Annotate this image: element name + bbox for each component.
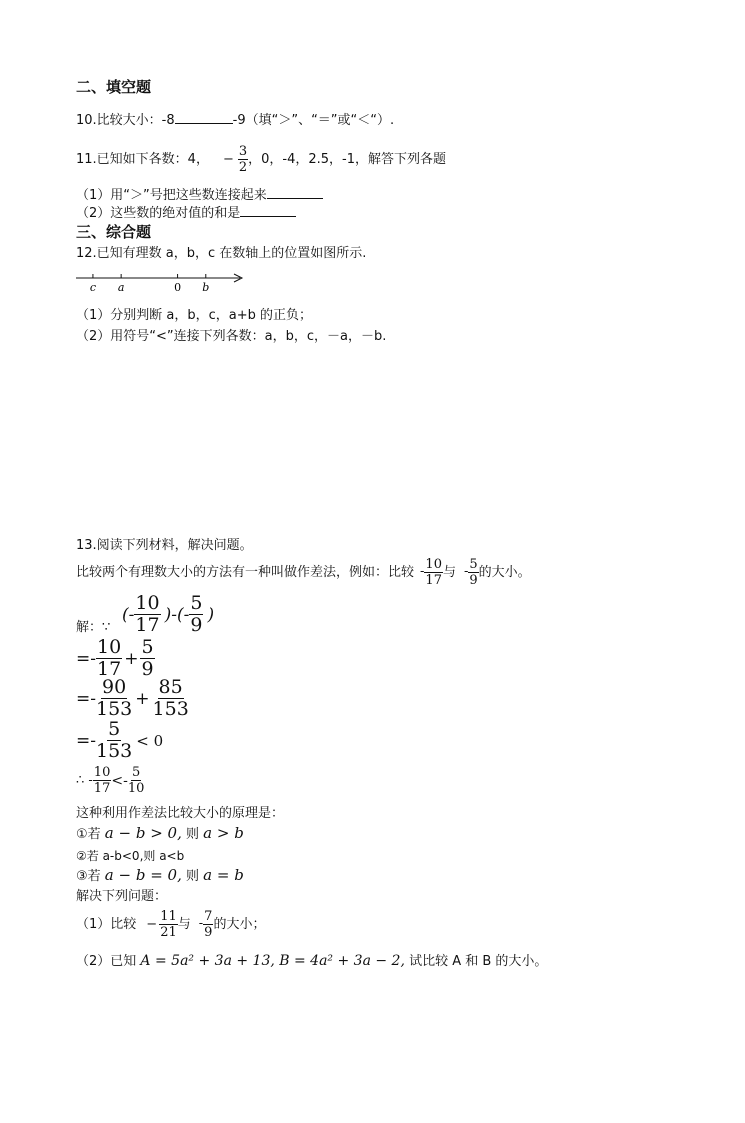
answer-blank-11-2[interactable] <box>240 204 296 217</box>
problem-2 <box>76 953 547 970</box>
question-11-part-1 <box>76 186 323 204</box>
question-11-part-2 <box>76 204 296 222</box>
fraction-numerator: 5 <box>141 636 154 658</box>
fraction-5-9 <box>468 558 478 587</box>
fraction-90-153 <box>96 678 132 719</box>
rule-prefix: ①若 <box>76 827 101 842</box>
rule-3 <box>76 867 244 885</box>
fraction-sign: - <box>463 564 469 579</box>
fraction-numerator: 7 <box>204 909 213 924</box>
solution-step-1 <box>76 638 155 679</box>
fraction-10-17 <box>96 638 122 679</box>
rule-prefix: ③若 <box>76 869 101 884</box>
fraction-numerator: 10 <box>93 765 111 780</box>
solve-heading: 解决下列问题： <box>76 889 168 904</box>
step-text: ∴ - <box>76 773 93 788</box>
step-text: =- <box>76 648 96 669</box>
fraction-denominator: 9 <box>204 925 213 940</box>
problem-suffix: 试比较 A 和 B 的大小。 <box>409 954 548 969</box>
number-line <box>74 268 254 296</box>
question-12-part-1: （1）分别判断 a，b，c，a+b 的正负； <box>76 308 313 323</box>
section-title-fill-blank: 二、填空题 <box>76 78 152 96</box>
fraction-numerator: 5 <box>131 765 141 780</box>
fraction-numerator: 10 <box>97 636 122 658</box>
intro-suffix: 的大小。 <box>478 564 531 580</box>
fraction-sign: - <box>420 564 425 579</box>
fraction-denominator: 10 <box>127 781 145 796</box>
rule-then: 则 <box>186 827 200 842</box>
fraction-denominator: 9 <box>141 658 154 680</box>
step-text: ) <box>207 604 215 625</box>
question-13-stem: 13.阅读下列材料，解决问题。 <box>76 538 253 553</box>
step-operator: + <box>124 648 139 669</box>
question-11-part-2-text: （2）这些数的绝对值的和是 <box>76 206 241 221</box>
step-relation: <- <box>111 772 128 789</box>
step-text: )-(- <box>164 604 190 625</box>
question-11-part-1-text: （1）用“＞”号把这些数连接起来 <box>76 188 267 203</box>
rule-result: a = b <box>203 866 244 884</box>
rule-1 <box>76 825 244 843</box>
rule-condition: a − b = 0, <box>104 866 182 884</box>
problem-1 <box>76 910 265 939</box>
solution-label: 解：∵ <box>76 620 111 635</box>
fraction-denominator: 17 <box>425 573 442 588</box>
rule-2: ②若 a-b<0,则 a<b <box>76 849 185 863</box>
fraction-numerator: 5 <box>108 718 121 740</box>
intro-text: 比较两个有理数大小的方法有一种叫做作差法，例如：比较 <box>76 564 415 580</box>
problem-prefix: （1）比较 <box>76 916 137 932</box>
step-operator: + <box>135 688 150 709</box>
fraction-denominator: 9 <box>469 573 478 588</box>
answer-blank-10[interactable] <box>175 111 233 124</box>
fraction-numerator: 5 <box>469 557 478 572</box>
rule-then: 则 <box>186 869 200 884</box>
fraction-5-9 <box>189 594 203 635</box>
fraction-numerator: 85 <box>158 676 183 698</box>
fraction-denominator: 153 <box>152 698 189 720</box>
fraction-7-9 <box>203 910 213 939</box>
problem-prefix: （2）已知 <box>76 954 137 969</box>
fraction-5-153 <box>96 720 132 761</box>
rule-condition: a − b > 0, <box>104 824 182 842</box>
number-line-label: 0 <box>174 281 182 294</box>
fraction-10-17 <box>134 594 160 635</box>
section-title-comprehensive: 三、综合题 <box>76 223 152 241</box>
question-12-stem: 12.已知有理数 a，b，c 在数轴上的位置如图所示. <box>76 246 367 261</box>
problem-suffix: 的大小； <box>213 916 266 932</box>
question-11-prefix: 11.已知如下各数：4， <box>76 151 209 167</box>
fraction-5-10 <box>128 766 145 795</box>
problem-expression: A = 5a² + 3a + 13, B = 4a² + 3a − 2, <box>140 953 405 969</box>
fraction-numerator: 10 <box>135 592 160 614</box>
principle-heading: 这种利用作差法比较大小的原理是： <box>76 806 285 821</box>
fraction-denominator: 153 <box>96 698 133 720</box>
solution-step-0 <box>122 594 214 635</box>
solution-step-3 <box>76 720 163 761</box>
fraction-denominator: 21 <box>160 925 177 940</box>
question-12-part-2: （2）用符号“<”连接下列各数：a，b，c，－a，－b. <box>76 329 387 344</box>
fraction-denominator: 9 <box>190 614 203 636</box>
fraction-denominator: 2 <box>238 160 248 175</box>
question-10-prefix: 10.比较大小：-8 <box>76 113 175 128</box>
number-line-label: b <box>202 281 210 294</box>
step-text: =- <box>76 688 96 709</box>
fraction-85-153 <box>153 678 189 719</box>
question-10 <box>76 111 394 129</box>
fraction-denominator: 17 <box>135 614 160 636</box>
step-relation: < 0 <box>136 731 164 750</box>
step-text: =- <box>76 730 96 751</box>
number-line-label: c <box>89 281 97 294</box>
question-11-suffix: ，0，-4，2.5，-1，解答下列各题 <box>248 151 447 167</box>
fraction-three-halves <box>238 145 248 174</box>
solution-conclusion <box>76 766 144 795</box>
fraction-10-17 <box>424 558 443 587</box>
conjunction: 与 <box>442 564 456 580</box>
fraction-10-17 <box>93 766 112 795</box>
fraction-denominator: 17 <box>93 781 111 796</box>
step-text: (- <box>122 604 135 625</box>
fraction-denominator: 153 <box>96 740 133 762</box>
number-line-label: a <box>117 281 125 294</box>
conjunction: 与 <box>177 916 191 932</box>
solution-step-2 <box>76 678 189 719</box>
fraction-numerator: 5 <box>190 592 203 614</box>
question-10-suffix: -9（填“＞”、“＝”或“＜“）. <box>232 113 395 128</box>
answer-blank-11-1[interactable] <box>267 186 323 199</box>
fraction-denominator: 17 <box>97 658 122 680</box>
question-13-intro <box>76 558 531 587</box>
fraction-numerator: 11 <box>160 909 177 924</box>
rule-result: a > b <box>203 824 244 842</box>
fraction-11-21 <box>159 910 178 939</box>
fraction-sign: − <box>146 916 158 932</box>
fraction-numerator: 90 <box>102 676 127 698</box>
fraction-5-9 <box>140 638 154 679</box>
fraction-sign: − <box>222 151 234 167</box>
fraction-numerator: 3 <box>238 144 248 159</box>
question-11-stem <box>76 145 446 174</box>
fraction-sign: - <box>198 916 204 931</box>
fraction-numerator: 10 <box>425 557 442 572</box>
